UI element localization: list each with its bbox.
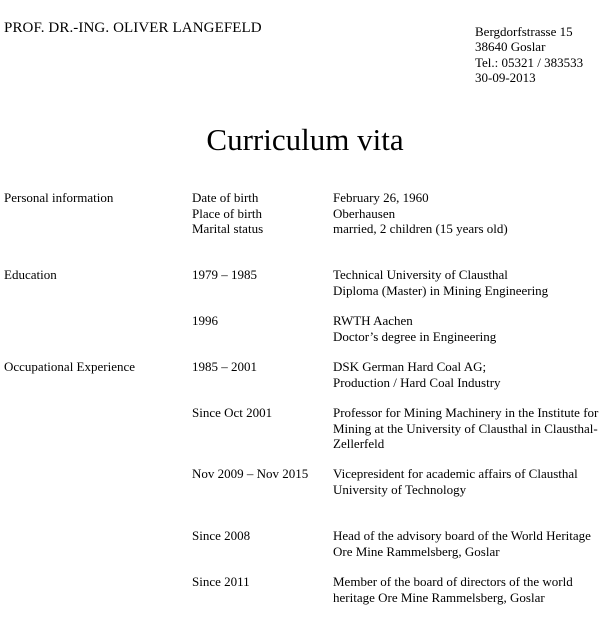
address-block (475, 24, 583, 85)
value-place-of-birth: Oberhausen (333, 205, 396, 221)
entry-line: Technical University of Clausthal (333, 267, 508, 282)
experience-entry (333, 466, 608, 497)
education-period: 1996 (192, 313, 218, 328)
experience-period: 1985 – 2001 (192, 359, 257, 374)
entry-line: Diploma (Master) in Mining Engineering (333, 282, 549, 298)
experience-entry (333, 359, 608, 390)
address-phone: Tel.: 05321 / 383533 (475, 54, 584, 70)
experience-entry (333, 574, 608, 605)
section-heading-education: Education (4, 267, 57, 282)
document-title: Curriculum vita (206, 122, 404, 157)
experience-period: Since Oct 2001 (192, 405, 273, 420)
experience-entry (333, 528, 608, 559)
education-entry (333, 313, 608, 344)
entry-line: Ore Mine Rammelsberg, Goslar (333, 543, 500, 559)
entry-line: Production / Hard Coal Industry (333, 374, 501, 390)
label-date-of-birth: Date of birth (192, 190, 259, 205)
entry-line: Zellerfeld (333, 436, 385, 451)
section-heading-experience: Occupational Experience (4, 359, 136, 374)
value-date-of-birth: February 26, 1960 (333, 190, 429, 205)
personal-values (333, 190, 608, 237)
experience-period: Since 2011 (192, 574, 250, 589)
address-city: 38640 Goslar (475, 39, 546, 55)
document-date: 30-09-2013 (475, 69, 536, 85)
entry-line: Professor for Mining Machinery in the Institute for (333, 405, 599, 420)
entry-line: Vicepresident for academic affairs of Clausthal (333, 466, 578, 481)
entry-line: DSK German Hard Coal AG; (333, 359, 487, 374)
entry-line: Member of the board of directors of the world (333, 574, 573, 589)
entry-line: RWTH Aachen (333, 313, 413, 328)
entry-line: heritage Ore Mine Rammelsberg, Goslar (333, 589, 545, 605)
education-entry (333, 267, 608, 298)
experience-period: Nov 2009 – Nov 2015 (192, 466, 309, 481)
education-period: 1979 – 1985 (192, 267, 257, 282)
section-heading-personal: Personal information (4, 190, 114, 205)
label-marital-status: Marital status (192, 221, 264, 236)
entry-line: Doctor’s degree in Engineering (333, 328, 497, 344)
entry-line: Head of the advisory board of the World Heritage (333, 528, 591, 543)
entry-line: University of Technology (333, 481, 467, 497)
experience-entry (333, 405, 608, 452)
label-place-of-birth: Place of birth (192, 205, 263, 221)
address-street: Bergdorfstrasse 15 (475, 24, 573, 39)
author-name: PROF. DR.-ING. OLIVER LANGEFELD (4, 20, 262, 36)
personal-labels (192, 190, 263, 237)
entry-line: Mining at the University of Clausthal in Clausthal- (333, 420, 598, 436)
experience-period: Since 2008 (192, 528, 251, 543)
value-marital-status: married, 2 children (15 years old) (333, 221, 508, 236)
